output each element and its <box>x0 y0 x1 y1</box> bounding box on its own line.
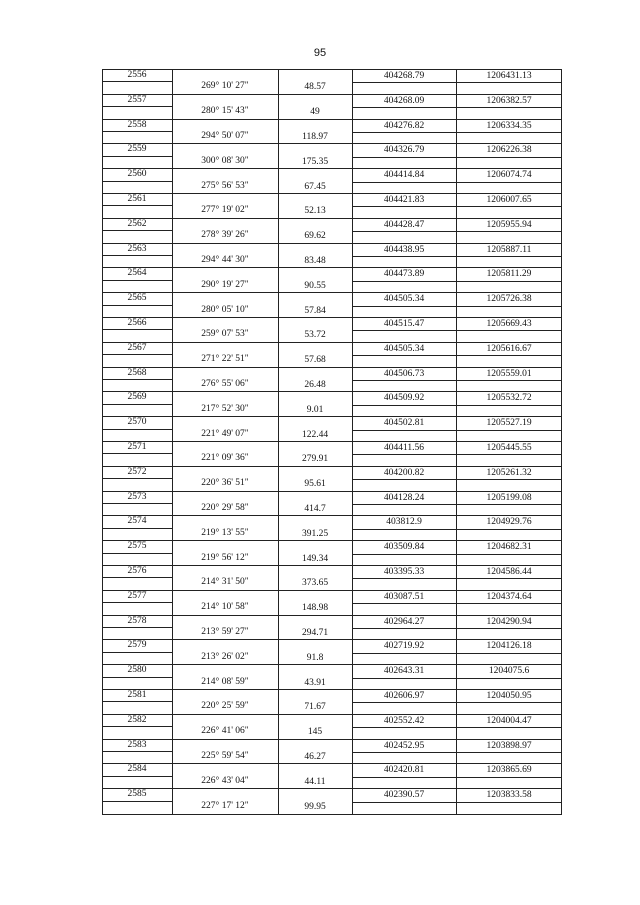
half-row-divider <box>352 231 562 232</box>
segment-distance: 57.68 <box>304 355 326 366</box>
segment-distance: 95.61 <box>304 479 326 490</box>
point-y-coordinate: 1204586.44 <box>486 567 532 577</box>
segment-distance: 414.7 <box>304 504 326 514</box>
point-id: 2559 <box>127 144 147 155</box>
segment-bearing: 225° 59' 54" <box>201 751 249 761</box>
segment-distance: 57.84 <box>304 305 326 316</box>
point-x-coordinate: 402390.57 <box>383 790 425 801</box>
segment-bearing: 214° 10' 58" <box>201 602 249 613</box>
segment-bearing: 221° 09' 36" <box>201 453 249 464</box>
segment-bearing: 219° 13' 55" <box>201 527 249 538</box>
point-id: 2557 <box>127 94 147 105</box>
point-x-coordinate: 402719.92 <box>383 641 425 652</box>
segment-distance: 43.91 <box>304 677 326 688</box>
point-id: 2565 <box>127 293 147 304</box>
segment-bearing: 280° 15' 43" <box>201 106 249 117</box>
point-y-coordinate: 1205669.43 <box>486 319 532 329</box>
segment-bearing: 259° 07' 53" <box>201 329 249 340</box>
segment-bearing: 219° 56' 12" <box>201 552 249 563</box>
point-id: 2581 <box>127 690 147 700</box>
point-id: 2564 <box>127 268 147 279</box>
half-row-divider <box>352 777 562 778</box>
segment-bearing: 300° 08' 30" <box>201 155 249 166</box>
segment-distance: 373.65 <box>301 578 329 589</box>
table-border-bottom <box>102 814 562 815</box>
segment-distance: 145 <box>307 727 323 738</box>
half-row-divider <box>352 578 562 579</box>
segment-bearing: 220° 29' 58" <box>201 503 249 513</box>
segment-distance: 149.34 <box>301 553 329 564</box>
point-y-coordinate: 1203865.69 <box>486 765 532 776</box>
segment-bearing: 271° 22' 51" <box>201 354 249 365</box>
segment-distance: 53.72 <box>304 330 326 341</box>
half-row-divider <box>352 653 562 654</box>
half-row-divider <box>352 430 562 431</box>
point-id: 2563 <box>127 243 147 254</box>
point-x-coordinate: 403509.84 <box>383 542 425 553</box>
segment-bearing: 214° 08' 59" <box>201 676 249 687</box>
point-y-coordinate: 1204126.18 <box>486 641 532 652</box>
half-row-divider <box>352 82 562 83</box>
segment-bearing: 214° 31' 50" <box>201 577 249 588</box>
segment-distance: 294.71 <box>301 628 329 638</box>
point-id: 2567 <box>127 342 147 353</box>
point-y-coordinate: 1203833.58 <box>486 790 532 801</box>
point-id: 2566 <box>127 318 147 328</box>
half-row-divider <box>352 454 562 455</box>
segment-distance: 71.67 <box>304 702 326 713</box>
half-row-divider <box>352 182 562 183</box>
segment-bearing: 269° 10' 27" <box>201 81 249 92</box>
segment-bearing: 221° 49' 07" <box>201 428 249 439</box>
point-x-coordinate: 402964.27 <box>383 616 425 627</box>
point-y-coordinate: 1205955.94 <box>486 219 532 230</box>
segment-bearing: 220° 36' 51" <box>201 478 249 489</box>
point-x-coordinate: 402552.42 <box>383 715 425 726</box>
point-y-coordinate: 1206382.57 <box>486 95 532 106</box>
point-id: 2576 <box>127 566 147 576</box>
point-x-coordinate: 404268.79 <box>383 71 425 81</box>
point-y-coordinate: 1204929.76 <box>486 517 532 528</box>
segment-distance: 83.48 <box>304 256 326 266</box>
half-row-divider <box>352 306 562 307</box>
segment-distance: 26.48 <box>304 380 326 390</box>
point-x-coordinate: 404326.79 <box>383 145 425 156</box>
segment-distance: 48.57 <box>304 82 326 93</box>
point-x-coordinate: 404428.47 <box>383 219 425 230</box>
point-x-coordinate: 404473.89 <box>383 269 425 280</box>
half-row-divider <box>352 479 562 480</box>
point-id: 2582 <box>127 714 147 725</box>
point-x-coordinate: 404414.84 <box>383 170 425 181</box>
half-row-divider <box>352 405 562 406</box>
half-row-divider <box>352 802 562 803</box>
point-x-coordinate: 402606.97 <box>383 691 425 701</box>
point-y-coordinate: 1205887.11 <box>486 244 532 255</box>
segment-bearing: 290° 19' 27" <box>201 279 249 290</box>
point-x-coordinate: 404506.73 <box>383 368 425 379</box>
point-x-coordinate: 404509.92 <box>383 393 425 404</box>
point-y-coordinate: 1204682.31 <box>486 542 532 553</box>
point-y-coordinate: 1205445.55 <box>486 443 532 453</box>
point-y-coordinate: 1205616.67 <box>486 343 532 354</box>
point-x-coordinate: 404128.24 <box>383 492 425 503</box>
segment-bearing: 280° 05' 10" <box>201 304 249 315</box>
point-y-coordinate: 1205811.29 <box>486 269 532 280</box>
segment-distance: 9.01 <box>306 404 324 415</box>
point-y-coordinate: 1204004.47 <box>486 715 532 726</box>
half-row-divider <box>352 554 562 555</box>
segment-bearing: 275° 56' 53" <box>201 180 249 191</box>
point-x-coordinate: 404200.82 <box>383 467 425 478</box>
point-x-coordinate: 404421.83 <box>383 195 425 205</box>
point-id: 2570 <box>127 417 147 428</box>
segment-distance: 91.8 <box>306 652 324 663</box>
point-y-coordinate: 1205726.38 <box>486 294 532 305</box>
point-id: 2572 <box>127 466 147 477</box>
point-x-coordinate: 404268.09 <box>383 95 425 106</box>
half-row-divider <box>352 107 562 108</box>
segment-bearing: 226° 43' 04" <box>201 775 249 786</box>
segment-distance: 279.91 <box>301 454 329 465</box>
segment-bearing: 226° 41' 06" <box>201 726 249 737</box>
point-id: 2584 <box>127 764 147 775</box>
point-y-coordinate: 1205527.19 <box>486 418 532 429</box>
segment-bearing: 278° 39' 26" <box>201 230 249 241</box>
point-id: 2573 <box>127 491 147 502</box>
point-y-coordinate: 1203898.97 <box>486 740 532 751</box>
point-x-coordinate: 404505.34 <box>383 294 425 305</box>
segment-distance: 175.35 <box>301 156 329 167</box>
point-y-coordinate: 1205559.01 <box>486 368 532 379</box>
point-id: 2571 <box>127 442 147 452</box>
segment-bearing: 213° 26' 02" <box>201 651 249 662</box>
segment-bearing: 213° 59' 27" <box>201 627 249 637</box>
segment-distance: 90.55 <box>304 280 326 291</box>
segment-bearing: 294° 44' 30" <box>201 255 249 265</box>
point-y-coordinate: 1205261.32 <box>486 467 532 478</box>
point-id: 2556 <box>127 70 147 80</box>
point-x-coordinate: 404438.95 <box>383 244 425 255</box>
point-y-coordinate: 1206074.74 <box>486 170 532 181</box>
point-y-coordinate: 1204290.94 <box>486 616 532 627</box>
point-id: 2578 <box>127 615 147 626</box>
half-row-divider <box>352 678 562 679</box>
segment-distance: 52.13 <box>304 206 326 217</box>
half-row-divider <box>352 727 562 728</box>
half-row-divider <box>352 529 562 530</box>
half-row-divider <box>352 628 562 629</box>
point-id: 2577 <box>127 590 147 601</box>
segment-distance: 99.95 <box>304 801 326 812</box>
point-x-coordinate: 404502.81 <box>383 418 425 429</box>
point-x-coordinate: 404515.47 <box>383 319 425 329</box>
point-y-coordinate: 1206431.13 <box>486 71 532 81</box>
half-row-divider <box>352 157 562 158</box>
half-row-divider <box>352 504 562 505</box>
point-y-coordinate: 1205199.08 <box>486 492 532 503</box>
point-y-coordinate: 1206226.38 <box>486 145 532 156</box>
point-x-coordinate: 402643.31 <box>383 666 425 677</box>
page-number: 95 <box>313 47 327 59</box>
half-row-divider <box>352 603 562 604</box>
half-row-divider <box>352 702 562 703</box>
point-x-coordinate: 402420.81 <box>383 765 425 776</box>
half-row-divider <box>352 330 562 331</box>
half-row-divider <box>352 256 562 257</box>
point-x-coordinate: 403395.33 <box>383 567 425 577</box>
point-id: 2583 <box>127 739 147 750</box>
half-row-divider <box>352 355 562 356</box>
segment-bearing: 220° 25' 59" <box>201 701 249 712</box>
half-row-divider <box>352 206 562 207</box>
point-id: 2561 <box>127 194 147 204</box>
point-x-coordinate: 402452.95 <box>383 740 425 751</box>
survey-coordinates-table <box>102 69 562 815</box>
point-y-coordinate: 1204374.64 <box>486 591 532 602</box>
point-id: 2568 <box>127 367 147 378</box>
point-x-coordinate: 403087.51 <box>383 591 425 602</box>
point-x-coordinate: 404505.34 <box>383 343 425 354</box>
point-y-coordinate: 1205532.72 <box>486 393 532 404</box>
point-id: 2558 <box>127 119 147 130</box>
segment-bearing: 217° 52' 30" <box>201 403 249 414</box>
half-row-divider <box>352 752 562 753</box>
half-row-divider <box>352 132 562 133</box>
segment-distance: 118.97 <box>302 132 328 142</box>
half-row-divider <box>352 380 562 381</box>
point-x-coordinate: 404276.82 <box>383 120 425 131</box>
segment-distance: 67.45 <box>304 181 326 192</box>
point-id: 2585 <box>127 789 147 800</box>
point-id: 2569 <box>127 392 147 403</box>
point-id: 2560 <box>127 169 147 180</box>
segment-bearing: 276° 55' 06" <box>201 379 249 389</box>
segment-distance: 44.11 <box>304 776 326 787</box>
point-y-coordinate: 1204075.6 <box>488 666 530 677</box>
segment-distance: 69.62 <box>304 231 326 242</box>
segment-bearing: 294° 50' 07" <box>201 131 249 141</box>
point-id: 2580 <box>127 665 147 676</box>
segment-distance: 49 <box>310 107 320 118</box>
point-x-coordinate: 403812.9 <box>386 517 422 528</box>
segment-bearing: 227° 17' 12" <box>201 800 249 811</box>
point-x-coordinate: 404411.56 <box>383 443 425 453</box>
point-id: 2575 <box>127 541 147 552</box>
point-id: 2579 <box>127 640 147 651</box>
point-y-coordinate: 1206007.65 <box>486 195 532 205</box>
point-y-coordinate: 1206334.35 <box>486 120 532 131</box>
segment-distance: 122.44 <box>301 429 329 440</box>
half-row-divider <box>352 281 562 282</box>
point-id: 2574 <box>127 516 147 527</box>
segment-bearing: 277° 19' 02" <box>201 205 249 216</box>
segment-distance: 148.98 <box>301 603 329 614</box>
point-id: 2562 <box>127 218 147 229</box>
segment-distance: 46.27 <box>304 752 326 762</box>
point-y-coordinate: 1204050.95 <box>486 691 532 701</box>
segment-distance: 391.25 <box>301 528 329 539</box>
